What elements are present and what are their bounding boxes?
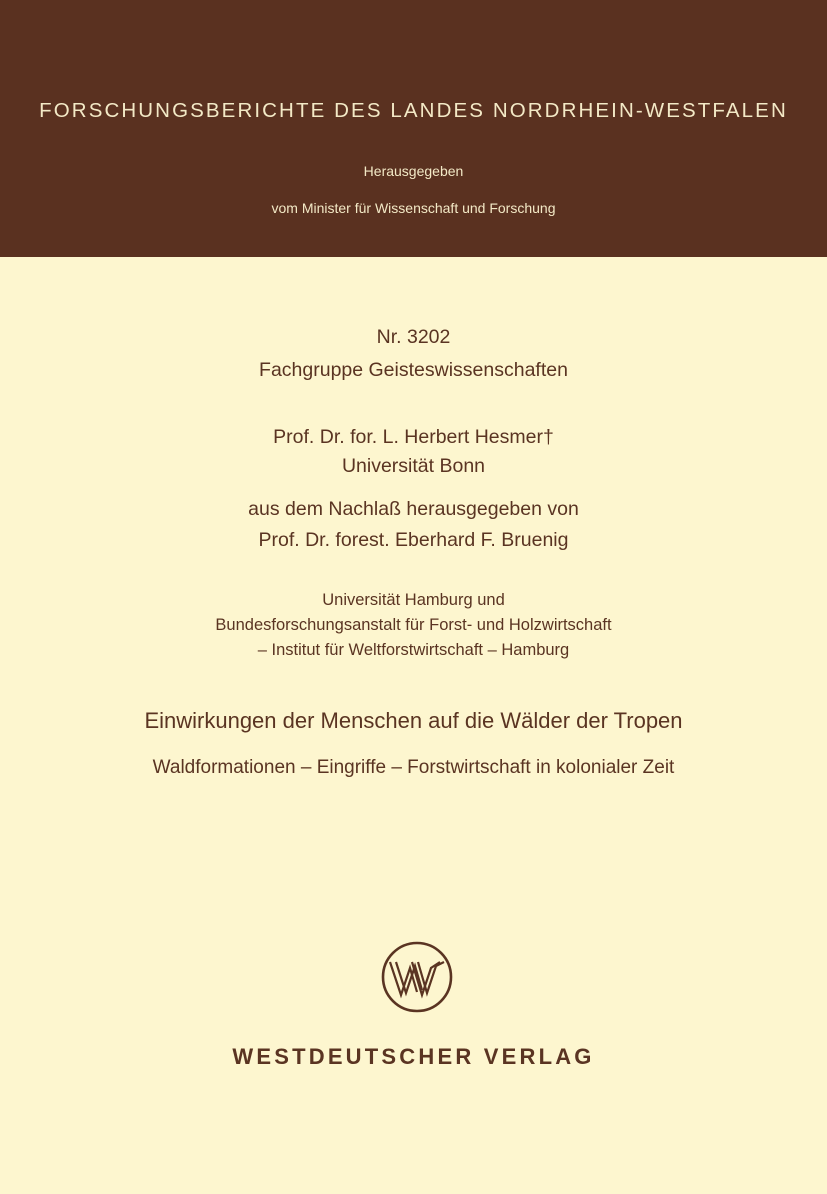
westdeutscher-verlag-logo-icon	[380, 940, 454, 1014]
book-subtitle: Waldformationen – Eingriffe – Forstwirtschaft in kolonialer Zeit	[152, 757, 675, 778]
author-name: Prof. Dr. for. L. Herbert Hesmer†	[273, 426, 554, 448]
book-title: Einwirkungen der Menschen auf die Wälder der Tropen	[144, 708, 683, 733]
subject-group: Fachgruppe Geisteswissenschaften	[259, 359, 568, 381]
volume-number: Nr. 3202	[376, 326, 451, 348]
series-title: FORSCHUNGSBERICHTE DES LANDES NORDRHEIN-WESTFALEN	[39, 99, 788, 122]
published-by: Herausgegeben	[363, 163, 464, 179]
institution-line-2: Bundesforschungsanstalt für Forst- und Holzwirtschaft	[215, 616, 612, 634]
institution-line-1: Universität Hamburg und	[322, 591, 505, 609]
editor-name: Prof. Dr. forest. Eberhard F. Bruenig	[258, 529, 569, 551]
author-affiliation: Universität Bonn	[341, 455, 486, 477]
publisher-minister: vom Minister für Wissenschaft und Forschung	[271, 200, 556, 216]
publisher-name: WESTDEUTSCHER VERLAG	[232, 1044, 595, 1069]
editor-intro: aus dem Nachlaß herausgegeben von	[248, 498, 579, 520]
institution-line-3: – Institut für Weltforstwirtschaft – Hamburg	[257, 641, 570, 659]
header-band	[0, 0, 827, 257]
